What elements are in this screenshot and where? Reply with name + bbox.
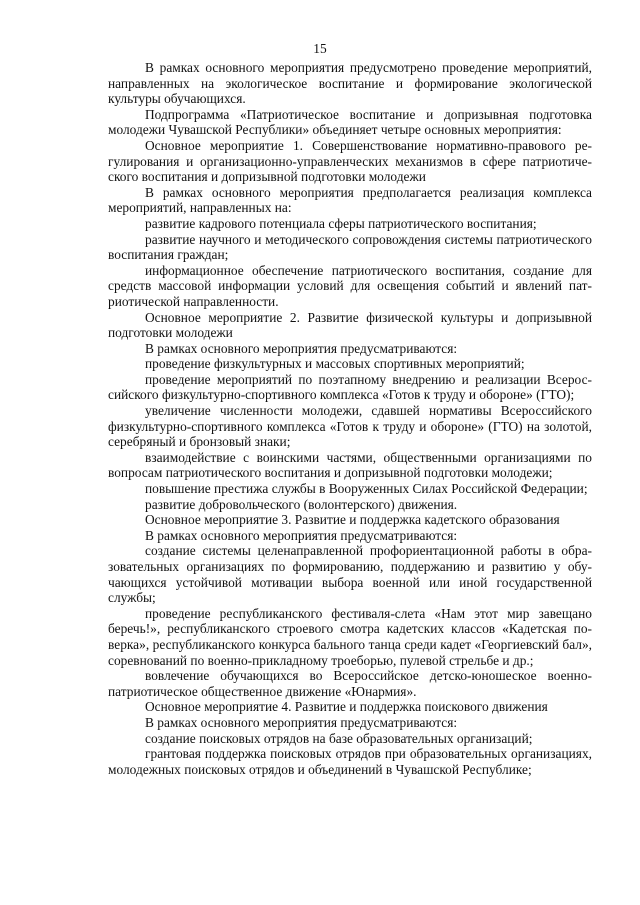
paragraph: грантовая поддержка поисковых отрядов при образовательных организациях, молодежных поисковых отрядов и объединений в Чувашской Республике;	[108, 746, 592, 777]
paragraph: развитие научного и методического сопровождения системы патриотического воспитания граждан;	[108, 231, 592, 263]
paragraph: В рамках основного мероприятия предусмотрено проведение мероприятий, направленных на экологическое воспитание и формирование экологической культуры обучающихся.	[108, 60, 592, 107]
paragraph: Основное мероприятие 2. Развитие физической культуры и допризывной подготовки молодежи	[108, 309, 592, 341]
paragraph: вовлечение обучающихся во Всероссийское детско-юношеское военно-патриотическое общественное движение «Юнармия».	[108, 668, 592, 699]
paragraph: В рамках основного мероприятия предусматриваются:	[145, 527, 458, 543]
paragraph: Основное мероприятие 4. Развитие и поддержка поискового движения	[145, 699, 548, 715]
paragraph: взаимодействие с воинскими частями, общественными организациями по вопросам патриотического воспитания и допризывной подготовки молодежи;	[108, 449, 592, 481]
paragraph: В рамках основного мероприятия предполагается реализация комплекса мероприятий, направленных на:	[108, 184, 592, 216]
paragraph: В рамках основного мероприятия предусматриваются:	[145, 714, 458, 730]
paragraph: проведение мероприятий по поэтапному внедрению и реализации Всероссийского физкультурно-спортивного комплекса «Готов к труду и обороне» (ГТО);	[108, 371, 592, 403]
paragraph: Основное мероприятие 3. Развитие и поддержка кадетского образования	[145, 512, 560, 528]
document-body	[108, 60, 592, 777]
paragraph: развитие добровольческого (волонтерского) движения.	[145, 496, 458, 512]
paragraph: В рамках основного мероприятия предусматриваются:	[145, 340, 458, 356]
paragraph: развитие кадрового потенциала сферы патриотического воспитания;	[145, 215, 537, 231]
paragraph: проведение республиканского фестиваля-слета «Нам этот мир завещано беречь!», республиканского строевого смотра кадетских классов «Кадетская поверка», республиканского конкурса бального танца среди кадет «Георгиевский бал», соревнований по военно-прикладному троеборью, пулевой стрельбе и др.;	[108, 605, 592, 668]
paragraph: создание поисковых отрядов на базе образовательных организаций;	[145, 730, 533, 746]
paragraph: Основное мероприятие 1. Совершенствование нормативно-правового регулирования и организационно-управленческих механизмов в сфере патриотического воспитания и допризывной подготовки молодежи	[108, 137, 592, 185]
paragraph: увеличение численности молодежи, сдавшей нормативы Всероссийского физкультурно-спортивного комплекса «Готов к труду и обороне» (ГТО) на золотой, серебряный и бронзовый знаки;	[108, 403, 592, 450]
page-number: 15	[313, 41, 327, 56]
paragraph: Подпрограмма «Патриотическое воспитание и допризывная подготовка молодежи Чувашской Республики» объединяет четыре основных мероприятия:	[108, 106, 592, 138]
paragraph: информационное обеспечение патриотического воспитания, создание для средств массовой информации условий для освещения событий и явлений патриотической направленности.	[108, 262, 592, 309]
paragraph: проведение физкультурных и массовых спортивных мероприятий;	[145, 356, 525, 372]
paragraph: повышение престижа службы в Вооруженных Силах Российской Федерации;	[145, 481, 588, 497]
paragraph: создание системы целенаправленной профориентационной работы в образовательных организациях по формированию, поддержанию и развитию у обучающихся устойчивой мотивации выбора военной или иной государственной службы;	[108, 543, 592, 606]
